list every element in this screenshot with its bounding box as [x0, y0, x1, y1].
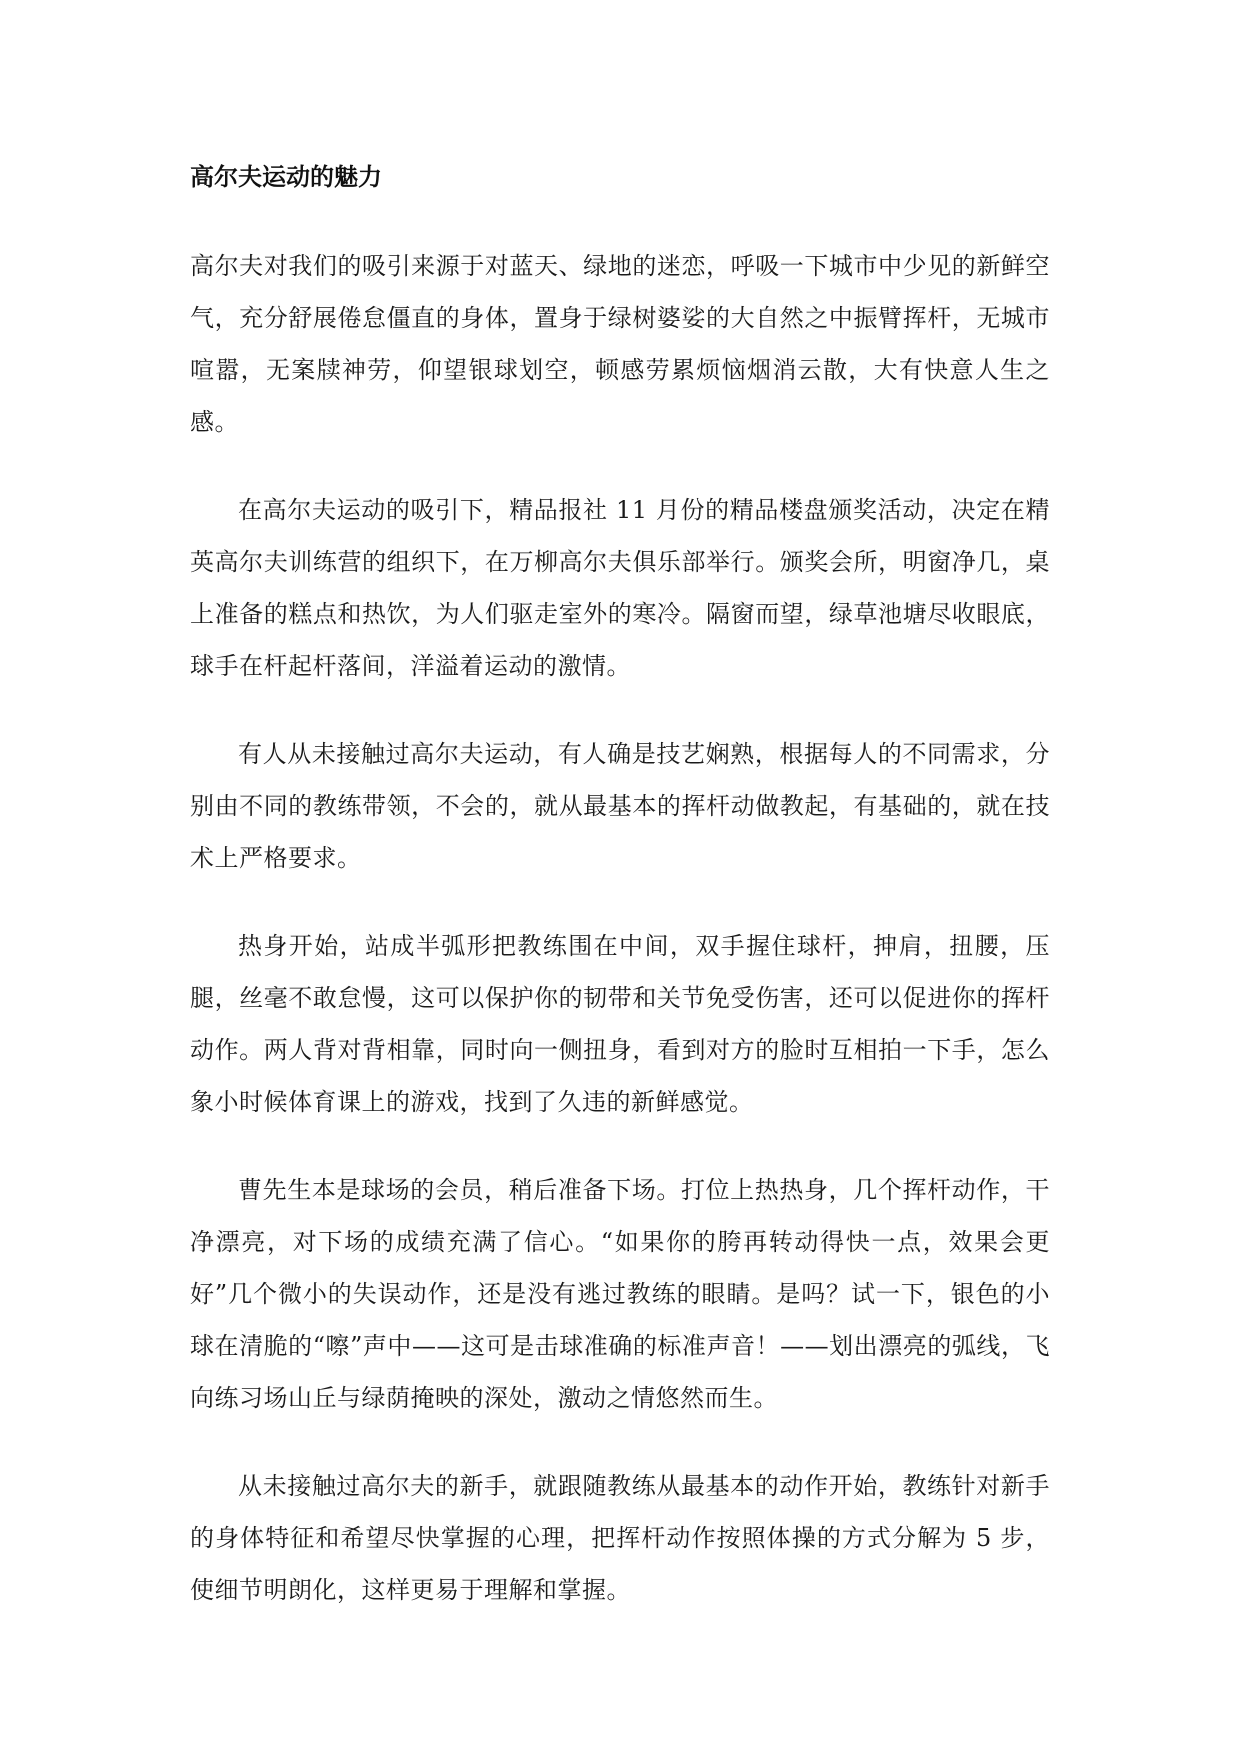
paragraph-3: 有人从未接触过高尔夫运动，有人确是技艺娴熟，根据每人的不同需求，分别由不同的教练带领，不会的，就从最基本的挥杆动做教起，有基础的，就在技术上严格要求。	[190, 740, 1050, 872]
paragraph-5: 曹先生本是球场的会员，稍后准备下场。打位上热热身，几个挥杆动作，干净漂亮，对下场的成绩充满了信心。“如果你的胯再转动得快一点，效果会更好”几个微小的失误动作，还是没有逃过教练的眼睛。是吗？试一下，银色的小球在清脆的“嚓”声中——这可是击球准确的标准声音！——划出漂亮的弧线，飞向练习场山丘与绿荫掩映的深处，激动之情悠然而生。	[190, 1176, 1050, 1412]
paragraph-6: 从未接触过高尔夫的新手，就跟随教练从最基本的动作开始，教练针对新手的身体特征和希望尽快掌握的心理，把挥杆动作按照体操的方式分解为 5 步，使细节明朗化，这样更易于理解和掌握。	[190, 1472, 1050, 1604]
paragraph-4: 热身开始，站成半弧形把教练围在中间，双手握住球杆，抻肩，扭腰，压腿，丝毫不敢怠慢，这可以保护你的韧带和关节免受伤害，还可以促进你的挥杆动作。两人背对背相靠，同时向一侧扭身，看到对方的脸时互相拍一下手，怎么象小时候体育课上的游戏，找到了久违的新鲜感觉。	[190, 932, 1050, 1116]
document-title: 高尔夫运动的魅力	[190, 162, 382, 191]
paragraph-2: 在高尔夫运动的吸引下，精品报社 11 月份的精品楼盘颁奖活动，决定在精英高尔夫训练营的组织下，在万柳高尔夫俱乐部举行。颁奖会所，明窗净几，桌上准备的糕点和热饮，为人们驱走室外的寒冷。隔窗而望，绿草池塘尽收眼底，球手在杆起杆落间，洋溢着运动的激情。	[190, 496, 1050, 680]
document-body	[190, 240, 1050, 1652]
paragraph-1: 高尔夫对我们的吸引来源于对蓝天、绿地的迷恋，呼吸一下城市中少见的新鲜空气，充分舒展倦怠僵直的身体，置身于绿树婆娑的大自然之中振臂挥杆，无城市喧嚣，无案牍神劳，仰望银球划空，顿感劳累烦恼烟消云散，大有快意人生之感。	[190, 252, 1050, 436]
